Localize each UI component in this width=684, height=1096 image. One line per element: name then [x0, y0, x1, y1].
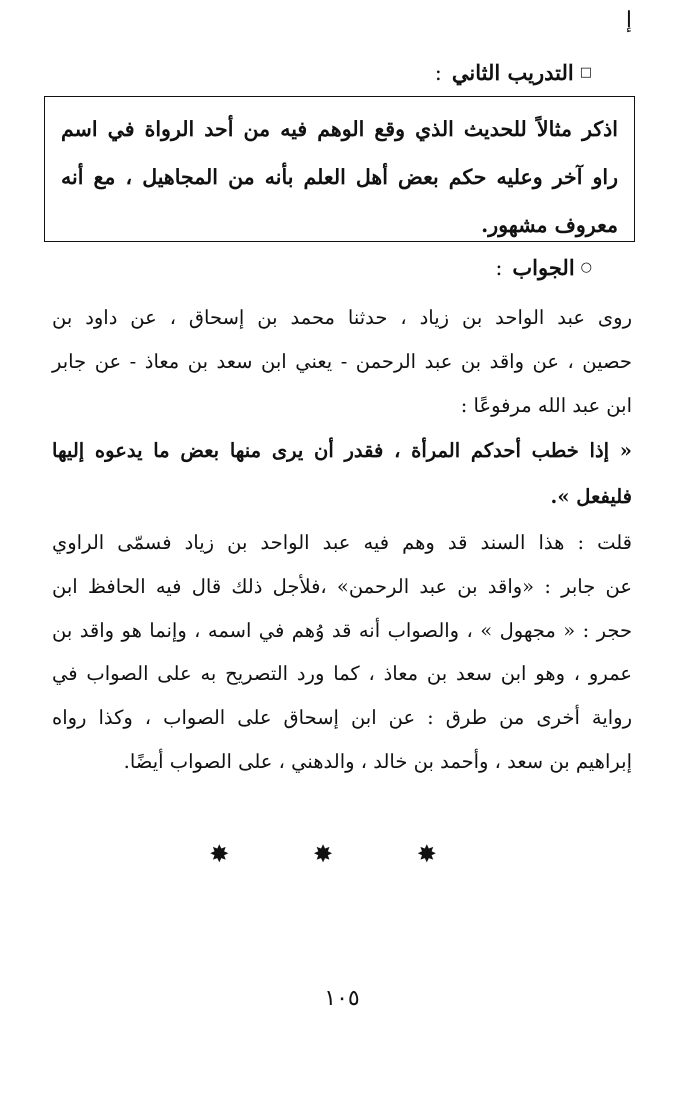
answer-line: إبراهيم بن سعد ، وأحمد بن خالد ، والدهني ، على الصواب أيضًا. [123, 750, 632, 773]
page-number: ١٠٥ [324, 986, 360, 1011]
answer-line: عمرو ، وهو ابن سعد بن معاذ ، كما ورد التصريح به على الصواب في [52, 662, 632, 685]
answer-line: ابن عبد الله مرفوعًا : [460, 394, 632, 417]
hadith-text-line: فليفعل ». [550, 485, 632, 508]
answer-heading-label: الجواب [512, 255, 575, 280]
exercise-question-text: اذكر مثالاً للحديث الذي وقع الوهم فيه من أحد الرواة في اسم راو آخر وعليه حكم بعض أهل العلم بأنه من المجاهيل ، مع أنه معروف مشهور. [61, 117, 618, 237]
answer-heading-colon: : [495, 255, 503, 280]
section-separator [0, 840, 684, 868]
star-ornament-icon: ✸ [312, 840, 372, 868]
square-bullet-icon: □ [579, 65, 592, 80]
answer-line: رواية أخرى من طرق : عن ابن إسحاق على الصواب ، وكذا رواه [52, 706, 632, 729]
exercise-question-box [44, 96, 635, 242]
exercise-heading [435, 60, 592, 85]
corner-mark: إ [625, 8, 632, 33]
answer-line: حصين ، عن واقد بن عبد الرحمن - يعني ابن سعد بن معاذ - عن جابر [52, 350, 632, 373]
exercise-heading-label: التدريب الثاني [451, 60, 574, 85]
answer-heading [495, 255, 592, 280]
star-ornament-icon: ✸ [416, 840, 475, 868]
answer-line: قلت : هذا السند قد وهم فيه عبد الواحد بن زياد فسمّى الراوي [52, 531, 632, 554]
answer-line: حجر : « مجهول » ، والصواب أنه قد وُهم في اسمه ، وإنما هو واقد بن [52, 619, 632, 642]
exercise-heading-colon: : [434, 60, 442, 85]
hadith-text-line: « إذا خطب أحدكم المرأة ، فقدر أن يرى منها بعض ما يدعوه إليها [52, 439, 632, 462]
star-ornament-icon: ✸ [209, 840, 268, 868]
answer-line: عن جابر : «واقد بن عبد الرحمن» ،فلأجل ذلك قال فيه الحافظ ابن [52, 575, 632, 598]
answer-line: روى عبد الواحد بن زياد ، حدثنا محمد بن إسحاق ، عن داود بن [52, 306, 632, 329]
circle-bullet-icon: ○ [580, 260, 592, 275]
